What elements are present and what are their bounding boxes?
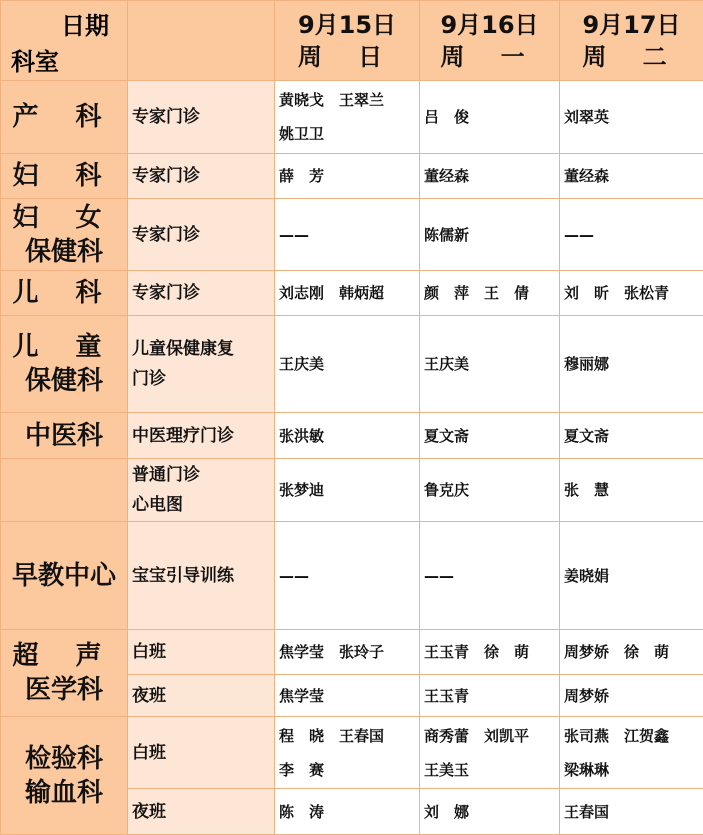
dept-cell <box>1 316 128 413</box>
doctor-cell-day1: 张梦迪 <box>275 459 420 522</box>
doctor-names: 黄晓戈 王翠兰 <box>279 83 415 117</box>
date-header-1 <box>275 1 420 81</box>
doctor-cell-day1: 焦学莹 张玲子 <box>275 630 420 675</box>
dept-cell: 早教中心 <box>1 522 128 630</box>
doctor-cell-day1: 王庆美 <box>275 316 420 413</box>
shift-cell: 白班 <box>128 717 275 789</box>
doctor-cell-day2: 陈儒新 <box>420 199 560 271</box>
dept-label: 超 声 <box>5 639 123 673</box>
doctor-names: 张司燕 江贺鑫 <box>564 719 699 753</box>
doctor-cell-day3: 董经森 <box>560 154 703 199</box>
doctor-cell-day2: 王玉青 <box>420 675 560 717</box>
clinic-label: 儿童保健康复 <box>132 334 270 364</box>
dept-label: 保健科 <box>5 364 123 398</box>
doctor-names: 商秀蕾 刘凯平 <box>424 719 555 753</box>
dept-label: 妇 科 <box>12 161 115 191</box>
doctor-names: 梁琳琳 <box>564 753 699 787</box>
dept-cell <box>1 271 128 316</box>
clinic-header-cell <box>128 1 275 81</box>
clinic-cell <box>128 316 275 413</box>
doctor-cell-day2: 吕 俊 <box>420 81 560 154</box>
clinic-cell: 宝宝引导训练 <box>128 522 275 630</box>
header-row <box>1 1 703 81</box>
doctor-cell-day1: —— <box>275 522 420 630</box>
clinic-label: 普通门诊 <box>132 460 270 490</box>
doctor-names: 李 赛 <box>279 753 415 787</box>
clinic-cell: 专家门诊 <box>128 81 275 154</box>
row-lab-day <box>1 717 703 789</box>
row-pediatrics <box>1 271 703 316</box>
dept-cell <box>1 81 128 154</box>
dept-cell <box>1 199 128 271</box>
dept-label: 输血科 <box>5 776 123 810</box>
dept-cell <box>1 459 128 522</box>
corner-cell <box>1 1 128 81</box>
doctor-cell-day2: 王庆美 <box>420 316 560 413</box>
dept-cell <box>1 154 128 199</box>
row-tcm <box>1 413 703 459</box>
doctor-names: 姚卫卫 <box>279 117 415 151</box>
doctor-cell-day2 <box>420 717 560 789</box>
doctor-names: 程 晓 王春国 <box>279 719 415 753</box>
date-label: 9月17日 <box>564 9 699 41</box>
doctor-cell-day1: 薛 芳 <box>275 154 420 199</box>
doctor-cell-day3: 张 慧 <box>560 459 703 522</box>
clinic-cell: 专家门诊 <box>128 271 275 316</box>
doctor-names: 王美玉 <box>424 753 555 787</box>
clinic-label: 门诊 <box>132 364 270 394</box>
shift-cell: 夜班 <box>128 789 275 835</box>
dept-label: 儿 童 <box>5 330 123 364</box>
date-header-2 <box>420 1 560 81</box>
dept-cell <box>1 717 128 835</box>
dept-label: 保健科 <box>5 235 123 269</box>
dept-label: 医学科 <box>5 673 123 707</box>
doctor-cell-day2: 鲁克庆 <box>420 459 560 522</box>
doctor-cell-day3 <box>560 717 703 789</box>
row-early-education <box>1 522 703 630</box>
doctor-cell-day1: —— <box>275 199 420 271</box>
doctor-cell-day2: 夏文斋 <box>420 413 560 459</box>
shift-cell: 夜班 <box>128 675 275 717</box>
dept-label: 检验科 <box>5 742 123 776</box>
weekday-label: 周 日 <box>279 41 415 73</box>
doctor-cell-day1: 陈 涛 <box>275 789 420 835</box>
dept-cell: 中医科 <box>1 413 128 459</box>
clinic-cell: 专家门诊 <box>128 199 275 271</box>
weekday-label: 周 二 <box>564 41 699 73</box>
dept-cell <box>1 630 128 717</box>
shift-cell: 白班 <box>128 630 275 675</box>
date-header-3 <box>560 1 703 81</box>
doctor-cell-day3: 王春国 <box>560 789 703 835</box>
doctor-cell-day3: 姜晓娟 <box>560 522 703 630</box>
doctor-cell-day3: —— <box>560 199 703 271</box>
clinic-label: 心电图 <box>132 490 270 520</box>
dept-label: 产 科 <box>12 102 115 132</box>
doctor-cell-day3: 夏文斋 <box>560 413 703 459</box>
corner-dept-label: 科室 <box>11 42 59 77</box>
doctor-cell-day2: 董经森 <box>420 154 560 199</box>
clinic-cell: 专家门诊 <box>128 154 275 199</box>
clinic-cell: 中医理疗门诊 <box>128 413 275 459</box>
date-label: 9月15日 <box>279 9 415 41</box>
date-label: 9月16日 <box>424 9 555 41</box>
corner-date-label: 日期 <box>61 6 109 41</box>
doctor-cell-day3: 穆丽娜 <box>560 316 703 413</box>
doctor-cell-day1: 刘志刚 韩炳超 <box>275 271 420 316</box>
row-ultrasound-day <box>1 630 703 675</box>
weekday-label: 周 一 <box>424 41 555 73</box>
doctor-cell-day1: 焦学莹 <box>275 675 420 717</box>
clinic-cell <box>128 459 275 522</box>
doctor-cell-day1 <box>275 717 420 789</box>
doctor-cell-day2: 刘 娜 <box>420 789 560 835</box>
dept-label: 儿 科 <box>12 278 115 308</box>
doctor-cell-day2: —— <box>420 522 560 630</box>
row-general <box>1 459 703 522</box>
doctor-cell-day2: 颜 萍 王 倩 <box>420 271 560 316</box>
row-gynecology <box>1 154 703 199</box>
row-women-health <box>1 199 703 271</box>
row-child-health <box>1 316 703 413</box>
doctor-cell-day3: 刘 昕 张松青 <box>560 271 703 316</box>
doctor-cell-day1: 张洪敏 <box>275 413 420 459</box>
row-obstetrics <box>1 81 703 154</box>
doctor-cell-day1 <box>275 81 420 154</box>
doctor-cell-day3: 周梦娇 徐 萌 <box>560 630 703 675</box>
doctor-cell-day3: 周梦娇 <box>560 675 703 717</box>
dept-label: 妇 女 <box>5 201 123 235</box>
doctor-cell-day3: 刘翠英 <box>560 81 703 154</box>
doctor-cell-day2: 王玉青 徐 萌 <box>420 630 560 675</box>
